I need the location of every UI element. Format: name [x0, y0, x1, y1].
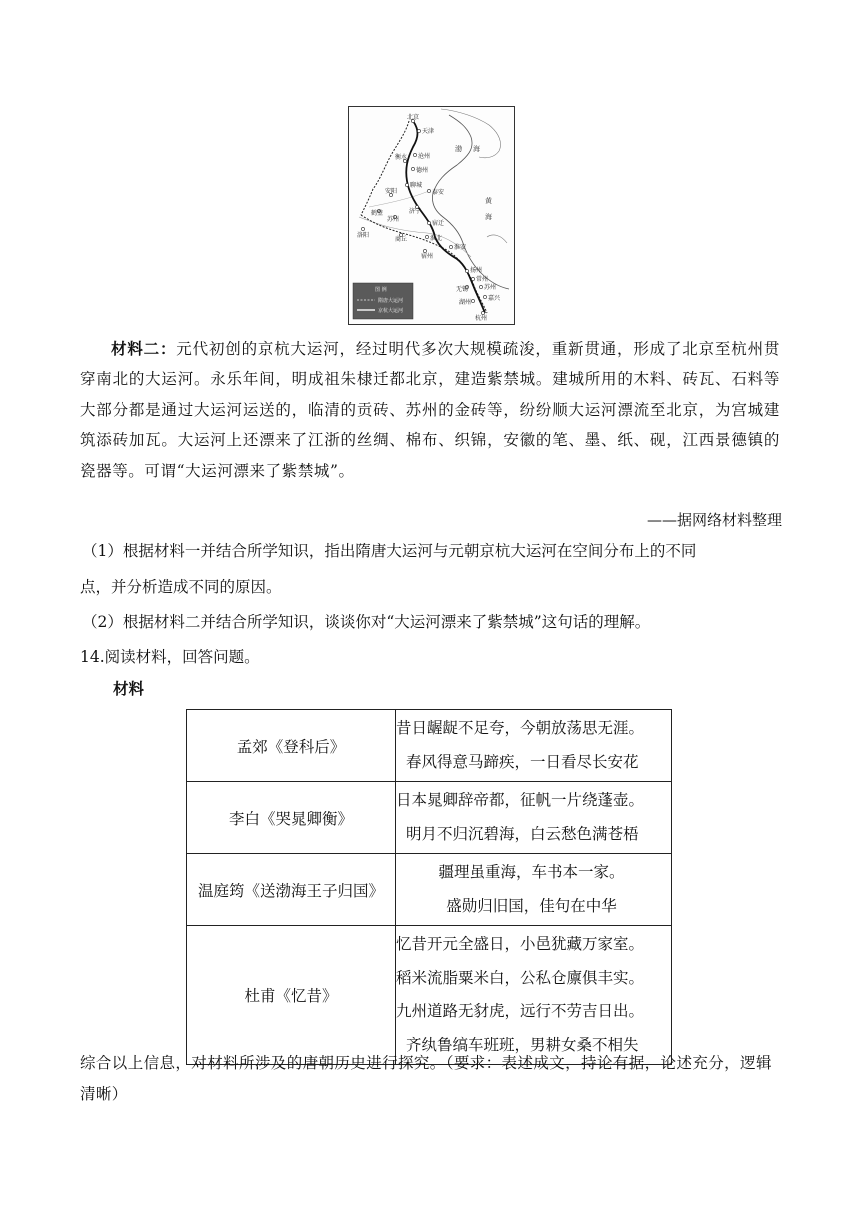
table-row — [187, 854, 672, 926]
city-label: 聊城 — [410, 182, 423, 189]
city-label: 常州 — [476, 276, 489, 283]
table-row — [187, 782, 672, 854]
sea-label: 渤 — [455, 145, 462, 153]
sui-tang-canal-route — [361, 121, 409, 215]
city-label: 天津 — [422, 128, 435, 135]
verse-line: 忆昔开元全盛日，小邑犹藏万家室。 — [396, 935, 645, 953]
poem-title: 李白《哭晁卿衡》 — [187, 782, 396, 854]
poems-table — [186, 709, 672, 1065]
city-label: 扬州 — [470, 267, 483, 274]
city-label: 杭州 — [475, 315, 488, 322]
city-label: 无锡 — [456, 286, 469, 293]
question-two: （2）根据材料二并结合所学知识，谈谈你对“大运河漂来了紫禁城”这句话的理解。 — [82, 613, 651, 631]
city-label: 嘉兴 — [488, 295, 501, 302]
river — [359, 217, 471, 257]
verse-line: 明月不归沉碧海，白云愁色满苍梧 — [406, 824, 639, 843]
city-label: 安阳 — [385, 188, 398, 195]
verse-line: 稻米流脂粟米白，公私仓廪俱丰实。 — [396, 968, 645, 987]
city-label: 苏州 — [387, 216, 400, 223]
legend-item: 隋唐大运河 — [378, 298, 404, 304]
sea-label: 海 — [473, 145, 480, 153]
river — [369, 191, 429, 207]
legend-title: 图 例 — [375, 287, 387, 293]
question-one-line: 点，并分析造成不同的原因。 — [80, 578, 282, 596]
city-label: 宿州 — [421, 253, 434, 260]
poem-verse — [396, 782, 672, 854]
city-label: 济宁 — [409, 208, 422, 215]
city-label: 苏州 — [484, 284, 497, 291]
verse-line: 疆理虽重海，车书本一家。 — [438, 863, 625, 881]
table-row — [187, 926, 672, 1065]
city-label: 淮北 — [430, 235, 443, 242]
material-two-label: 材料二： — [111, 340, 177, 358]
city-label: 淮安 — [454, 244, 467, 251]
city-label: 沧州 — [418, 153, 431, 160]
question-14-heading: 14.阅读材料，回答问题。 — [80, 648, 260, 666]
verse-line: 九州道路无豺虎，远行不劳吉日出。 — [396, 1002, 645, 1020]
city-label: 湖州 — [459, 299, 472, 306]
source-note: ——据网络材料整理 — [646, 511, 782, 529]
coastline — [432, 115, 509, 289]
verse-line: 春风得意马蹄疾，一日看尽长安花 — [406, 752, 639, 771]
city-label: 北京 — [407, 114, 420, 121]
city-label: 衡水 — [395, 154, 408, 161]
sea-label: 海 — [485, 213, 492, 221]
map-canvas — [349, 107, 514, 324]
question-one-line: （1）根据材料一并结合所学知识，指出隋唐大运河与元朝京杭大运河在空间分布上的不同 — [82, 542, 697, 560]
coastline-east — [487, 235, 507, 243]
task-instruction: 综合以上信息，对材料所涉及的唐朝历史进行探究。（要求：表述成文，持论有据，论述充分，逻辑清晰） — [80, 1054, 772, 1103]
material-label: 材料 — [113, 680, 145, 698]
poem-verse — [396, 926, 672, 1065]
map-legend — [353, 283, 413, 319]
poem-title: 温庭筠《送渤海王子归国》 — [187, 854, 396, 926]
table-row — [187, 710, 672, 782]
verse-line: 盛勋归旧国，佳句在中华 — [446, 896, 617, 915]
city-label: 商丘 — [395, 236, 408, 243]
poem-title: 孟郊《登科后》 — [187, 710, 396, 782]
city-label: 洛阳 — [357, 232, 370, 239]
sea-label: 黄 — [485, 197, 492, 205]
verse-line: 日本晁卿辞帝都，征帆一片绕蓬壶。 — [396, 791, 645, 809]
grand-canal-map — [348, 106, 515, 325]
poem-verse — [396, 854, 672, 926]
city-label: 鹤壁 — [371, 210, 384, 217]
material-two-text: 元代初创的京杭大运河，经过明代多次大规模疏浚，重新贯通，形成了北京至杭州贯穿南北的大运河。永乐年间，明成祖朱棣迁都北京，建造紫禁城。建城所用的木料、砖瓦、石料等大部分都是通过大运河运送的，临清的贡砖、苏州的金砖等，纷纷顺大运河漂流至北京，为宫城建筑添砖加瓦。大运河上还漂来了江浙的丝绸、棉布、织锦，安徽的笔、墨、纸、砚，江西景德镇的瓷器等。可谓“大运河漂来了紫禁城”。 — [80, 340, 781, 480]
city-label: 泰安 — [432, 189, 445, 196]
verse-line: 齐纨鲁缟车班班，男耕女桑不相失 — [406, 1035, 639, 1054]
city-label: 德州 — [416, 167, 429, 174]
poem-title: 杜甫《忆昔》 — [187, 926, 396, 1065]
verse-line: 昔日龌龊不足夸，今朝放荡思无涯。 — [396, 719, 645, 737]
sea-labels — [455, 144, 493, 221]
poem-verse — [396, 710, 672, 782]
legend-item: 京杭大运河 — [378, 308, 404, 314]
city-label: 宿迁 — [432, 220, 445, 227]
material-two-paragraph — [80, 334, 780, 486]
